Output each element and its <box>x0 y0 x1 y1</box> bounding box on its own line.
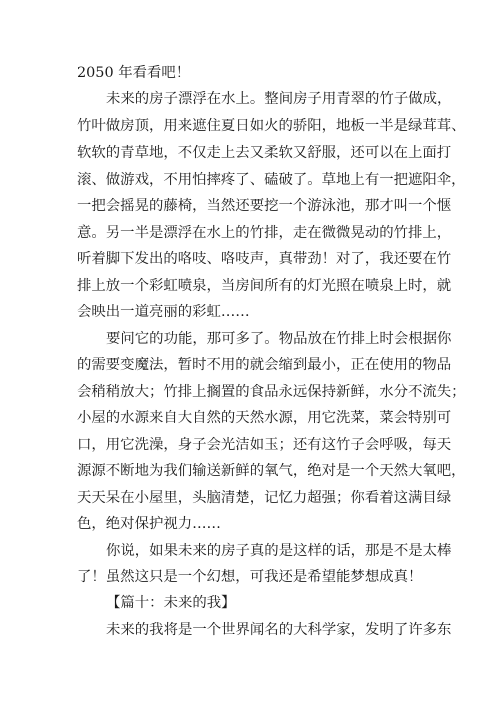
text-line: 竹叶做房顶，用来遮住夏日如火的骄阳，地板一半是绿茸茸、 <box>77 118 466 134</box>
text-line: 的需要变魔法，暂时不用的就会缩到最小，正在使用的物品 <box>77 357 452 373</box>
text-line: 源源不断地为我们输送新鲜的氧气，绝对是一个天然大氧吧， <box>77 463 466 479</box>
text-line: 软软的青草地，不仅走上去又柔软又舒服，还可以在上面打 <box>77 145 452 161</box>
text-line: 意。另一半是漂浮在水上的竹排，走在微微晃动的竹排上， <box>77 225 452 241</box>
text-line: 2050 年看看吧！ <box>77 65 191 81</box>
text-line: 你说，如果未来的房子真的是这样的话，那是不是太棒 <box>106 543 452 559</box>
text-line: 未来的房子漂浮在水上。整间房子用青翠的竹子做成， <box>106 91 452 107</box>
text-line: 要问它的功能，那可多了。物品放在竹排上时会根据你 <box>106 331 452 347</box>
text-line: 未来的我将是一个世界闻名的大科学家，发明了许多东 <box>106 622 452 638</box>
text-line: 小屋的水源来自大自然的天然水源，用它洗菜，菜会特别可 <box>77 410 452 426</box>
text-line: 排上放一个彩虹喷泉，当房间所有的灯光照在喷泉上时，就 <box>77 278 452 294</box>
text-line: 听着脚下发出的咯吱、咯吱声，真带劲！对了，我还要在竹 <box>77 251 452 267</box>
text-line: 会稍稍放大；竹排上搁置的食品永远保持新鲜，水分不流失； <box>77 384 466 400</box>
text-line: 滚、做游戏，不用怕摔疼了、磕破了。草地上有一把遮阳伞， <box>77 172 466 188</box>
text-line: 口，用它洗澡，身子会光洁如玉；还有这竹子会呼吸，每天 <box>77 437 452 453</box>
text-line: 天天呆在小屋里，头脑清楚，记忆力超强；你看着这满目绿 <box>77 490 452 506</box>
section-heading: 【篇十：未来的我】 <box>106 595 236 611</box>
text-line: 色，绝对保护视力…… <box>77 516 221 532</box>
text-line: 一把会摇晃的藤椅，当然还要挖一个游泳池，那才叫一个惬 <box>77 198 452 214</box>
text-line: 会映出一道亮丽的彩虹…… <box>77 304 250 320</box>
text-line: 了！虽然这只是一个幻想，可我还是希望能梦想成真！ <box>77 569 423 585</box>
